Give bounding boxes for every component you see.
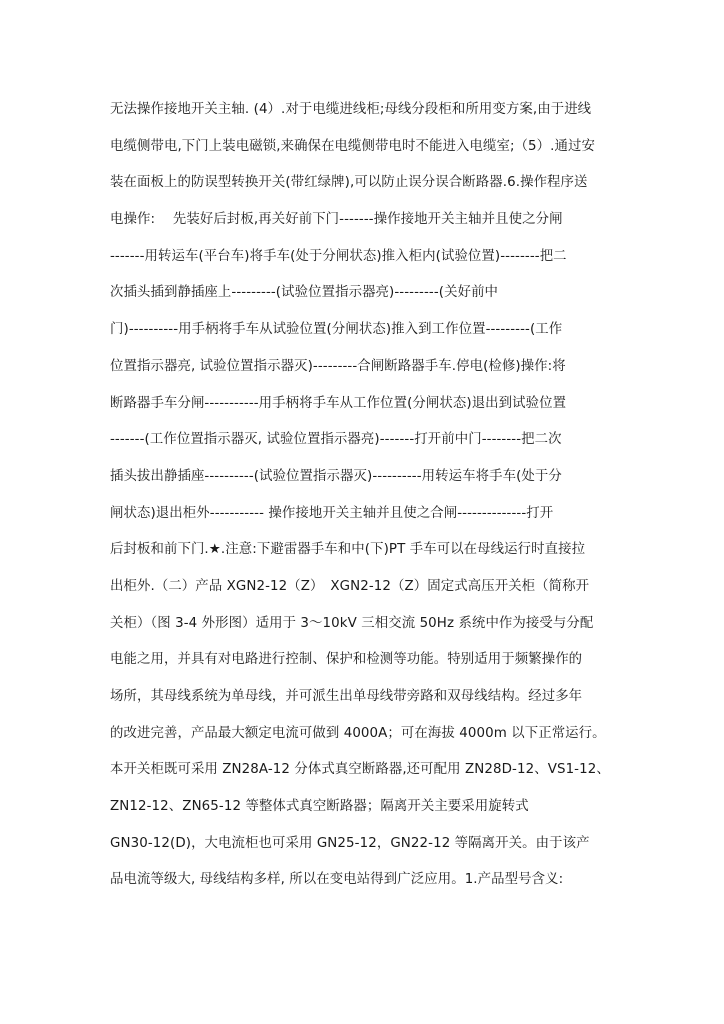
text-line: 闸状态)退出柜外----------- 操作接地开关主轴并且使之合闸--------------打开 (110, 505, 554, 521)
text-line: 电操作: 先装好后封板,再关好前下门-------操作接地开关主轴并且使之分闸 (110, 212, 563, 228)
text-line: 门)----------用手柄将手车从试验位置(分闸状态)推入到工作位置---------(工作 (110, 322, 563, 338)
text-line: 本开关柜既可采用 ZN28A-12 分体式真空断路器,还可配用 ZN28D-12、VS1-12、 (110, 762, 610, 778)
text-line: 电缆侧带电,下门上装电磁锁,来确保在电缆侧带电时不能进入电缆室;（5）.通过安 (110, 138, 595, 154)
text-line: -------用转运车(平台车)将手车(处于分闸状态)推入柜内(试验位置)--------把二 (110, 248, 567, 264)
text-line: -------(工作位置指示器灭, 试验位置指示器亮)-------打开前中门--------把二次 (110, 432, 562, 448)
text-line: 品电流等级大, 母线结构多样, 所以在变电站得到广泛应用。1.产品型号含义: (110, 872, 564, 888)
text-line: 出柜外.（二）产品 XGN2-12（Z） XGN2-12（Z）固定式高压开关柜（简称开 (110, 578, 590, 594)
text-line: 关柜）（图 3-4 外形图）适用于 3～10kV 三相交流 50Hz 系统中作为接受与分配 (110, 615, 594, 631)
text-line: 场所，其母线系统为单母线，并可派生出单母线带旁路和双母线结构。经过多年 (110, 689, 583, 704)
text-line: 电能之用，并具有对电路进行控制、保护和检测等功能。特别适用于频繁操作的 (110, 652, 583, 668)
text-line: 插头拔出静插座----------(试验位置指示器灭)----------用转运车将手车(处于分 (110, 468, 562, 484)
text-line: 装在面板上的防误型转换开关(带红绿牌),可以防止误分误合断路器.6.操作程序送 (110, 175, 588, 191)
text-line: 断路器手车分闸-----------用手柄将手车从工作位置(分闸状态)退出到试验位置 (110, 395, 567, 411)
text-line: 位置指示器亮, 试验位置指示器灭)---------合闸断路器手车.停电(检修)操作:将 (110, 358, 566, 374)
text-line: 的改进完善，产品最大额定电流可做到 4000A；可在海拔 4000m 以下正常运行。 (110, 725, 606, 741)
text-line: GN30-12(D)，大电流柜也可采用 GN25-12，GN22-12 等隔离开关。由于该产 (110, 835, 590, 851)
body-text (110, 92, 620, 899)
text-line: 次插头插到静插座上---------(试验位置指示器亮)---------(关好前中 (110, 285, 499, 301)
text-line: ZN12-12、ZN65-12 等整体式真空断路器；隔离开关主要采用旋转式 (110, 799, 529, 815)
text-line: 后封板和前下门.★.注意:下避雷器手车和中(下)PT 手车可以在母线运行时直接拉 (110, 542, 586, 558)
text-line: 无法操作接地开关主轴. (4）.对于电缆进线柜;母线分段柜和所用变方案,由于进线 (110, 102, 592, 117)
